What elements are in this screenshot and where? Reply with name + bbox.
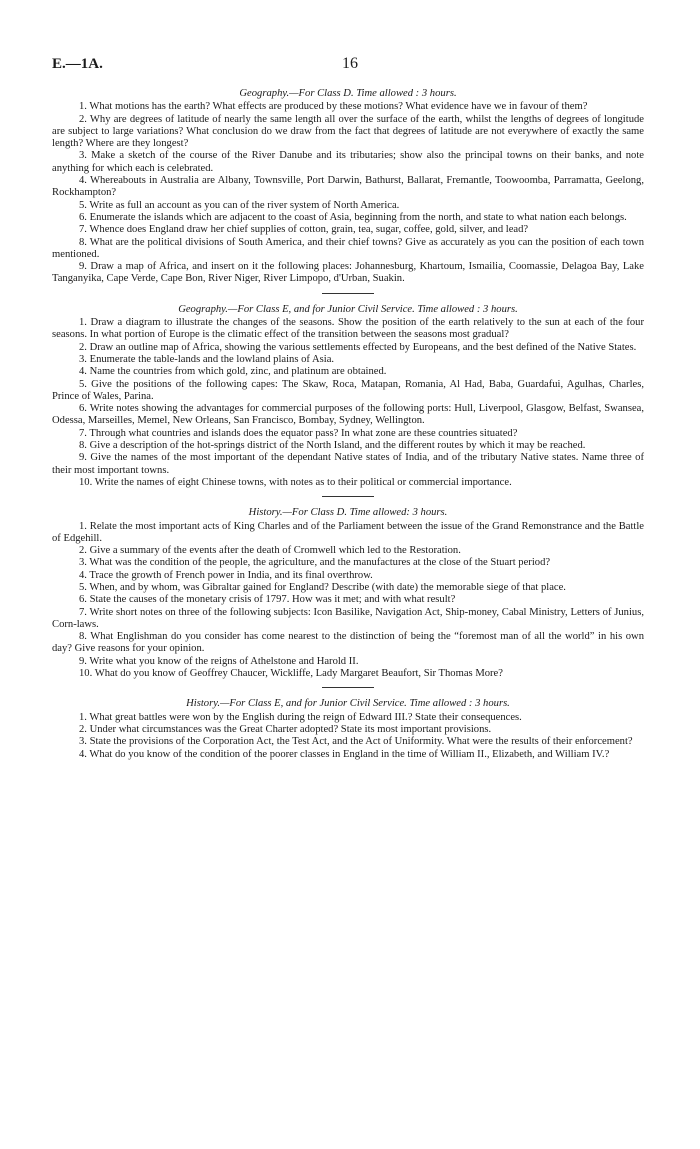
question: 8. What are the political divisions of South America, and their chief towns? Give as accurately as you can the position of each town mentioned. bbox=[52, 236, 644, 260]
question: 4. Name the countries from which gold, zinc, and platinum are obtained. bbox=[79, 366, 387, 378]
question: 5. Give the positions of the following capes: The Skaw, Roca, Matapan, Romania, Al Had, Baba, Guardafui, Agulhas, Charles, Prince of Wales, Parina. bbox=[52, 378, 644, 402]
question: 7. Write short notes on three of the following subjects: Icon Basilike, Navigation Act, Ship-money, Cabal Ministry, Letters of Junius, Corn-laws. bbox=[52, 606, 644, 630]
question: 3. Make a sketch of the course of the River Danube and its tributaries; show also the principal towns on their banks, and note anything for which each is celebrated. bbox=[52, 150, 644, 174]
page-number: 16 bbox=[342, 55, 358, 72]
exam-section bbox=[52, 507, 644, 688]
question: 6. State the causes of the monetary crisis of 1797. How was it met; and with what result? bbox=[79, 594, 456, 606]
document-reference: E.—1A. bbox=[52, 56, 103, 72]
document-body bbox=[52, 88, 644, 761]
exam-section bbox=[52, 304, 644, 497]
question: 3. What was the condition of the people, the agriculture, and the manufactures at the close of the Stuart period? bbox=[79, 557, 551, 569]
question: 2. Give a summary of the events after the death of Cromwell which led to the Restoration. bbox=[79, 545, 461, 557]
question: 2. Why are degrees of latitude of nearly the same length all over the surface of the earth, whilst the lengths of degrees of longitude are subject to large variations? What conclusion do we draw from the fact that degrees of latitude are not everywhere of exactly the same length? Where are they longest? bbox=[52, 113, 644, 150]
exam-section bbox=[52, 88, 644, 294]
question: 5. Write as full an account as you can of the river system of North America. bbox=[79, 199, 400, 211]
section-divider bbox=[322, 687, 374, 688]
question: 4. Whereabouts in Australia are Albany, Townsville, Port Darwin, Bathurst, Ballarat, Fremantle, Toowoomba, Parramatta, Geelong, Rockhampton? bbox=[52, 175, 644, 199]
question: 5. When, and by whom, was Gibraltar gained for England? Describe (with date) the memorable siege of that place. bbox=[79, 581, 566, 593]
question: 1. Draw a diagram to illustrate the changes of the seasons. Show the position of the earth relatively to the sun at each of the four seasons. In what portion of Europe is the climatic effect of the transition between the seasons most gradual? bbox=[52, 317, 644, 341]
question: 10. Write the names of eight Chinese towns, with notes as to their political or commercial importance. bbox=[79, 476, 512, 488]
question: 7. Whence does England draw her chief supplies of cotton, grain, tea, sugar, coffee, gold, silver, and lead? bbox=[79, 224, 529, 236]
page-header bbox=[52, 56, 648, 78]
question: 9. Give the names of the most important of the dependant Native states of India, and of the tributary Native states. Name three of their most important towns. bbox=[52, 452, 644, 476]
question: 4. Trace the growth of French power in India, and its final overthrow. bbox=[79, 569, 373, 581]
question: 10. What do you know of Geoffrey Chaucer, Wickliffe, Lady Margaret Beaufort, Sir Thomas More? bbox=[79, 668, 503, 680]
exam-section bbox=[52, 698, 644, 760]
section-title: Geography.—For Class E, and for Junior Civil Service. Time allowed : 3 hours. bbox=[178, 303, 518, 315]
question: 6. Enumerate the islands which are adjacent to the coast of Asia, beginning from the north, and state to what nation each belongs. bbox=[79, 211, 627, 223]
question: 3. State the provisions of the Corporation Act, the Test Act, and the Act of Uniformity. What were the results of their enforcement? bbox=[79, 736, 633, 748]
question: 1. Relate the most important acts of King Charles and of the Parliament between the issue of the Grand Remonstrance and the Battle of Edgehill. bbox=[52, 520, 644, 544]
question: 9. Write what you know of the reigns of Athelstone and Harold II. bbox=[79, 655, 359, 667]
question: 4. What do you know of the condition of the poorer classes in England in the time of William II., Elizabeth, and William IV.? bbox=[79, 748, 610, 760]
question: 1. What motions has the earth? What effects are produced by these motions? What evidence have we in favour of them? bbox=[79, 101, 588, 113]
question: 6. Write notes showing the advantages for commercial purposes of the following ports: Hull, Liverpool, Glasgow, Belfast, Swansea, Odessa, Marseilles, Memel, New Orleans, San Francisco, Bombay, Sydney, Wellington. bbox=[52, 403, 644, 427]
question: 7. Through what countries and islands does the equator pass? In what zone are these countries situated? bbox=[79, 427, 518, 439]
section-divider bbox=[322, 293, 374, 294]
question: 1. What great battles were won by the English during the reign of Edward III.? State their consequences. bbox=[79, 711, 522, 723]
question: 2. Under what circumstances was the Great Charter adopted? State its most important provisions. bbox=[79, 723, 492, 735]
section-title: History.—For Class E, and for Junior Civil Service. Time allowed : 3 hours. bbox=[186, 698, 510, 710]
question: 8. What Englishman do you consider has come nearest to the distinction of being the “foremost man of all the world” in his own day? Give reasons for your opinion. bbox=[52, 631, 644, 655]
question: 8. Give a description of the hot-springs district of the North Island, and the different routes by which it may be reached. bbox=[79, 440, 586, 452]
section-title: Geography.—For Class D. Time allowed : 3 hours. bbox=[239, 88, 457, 99]
section-title: History.—For Class D. Time allowed: 3 hours. bbox=[248, 507, 448, 519]
question: 3. Enumerate the table-lands and the lowland plains of Asia. bbox=[79, 353, 335, 365]
section-divider bbox=[322, 496, 374, 497]
question: 9. Draw a map of Africa, and insert on it the following places: Johannesburg, Khartoum, Ismailia, Coomassie, Delagoa Bay, Lake Tanganyika, Cape Verde, Cape Bon, River Niger, River Limpopo, d'Urban, Suakin. bbox=[52, 261, 644, 285]
question: 2. Draw an outline map of Africa, showing the various settlements effected by Europeans, and the best defined of the Native States. bbox=[79, 341, 637, 353]
